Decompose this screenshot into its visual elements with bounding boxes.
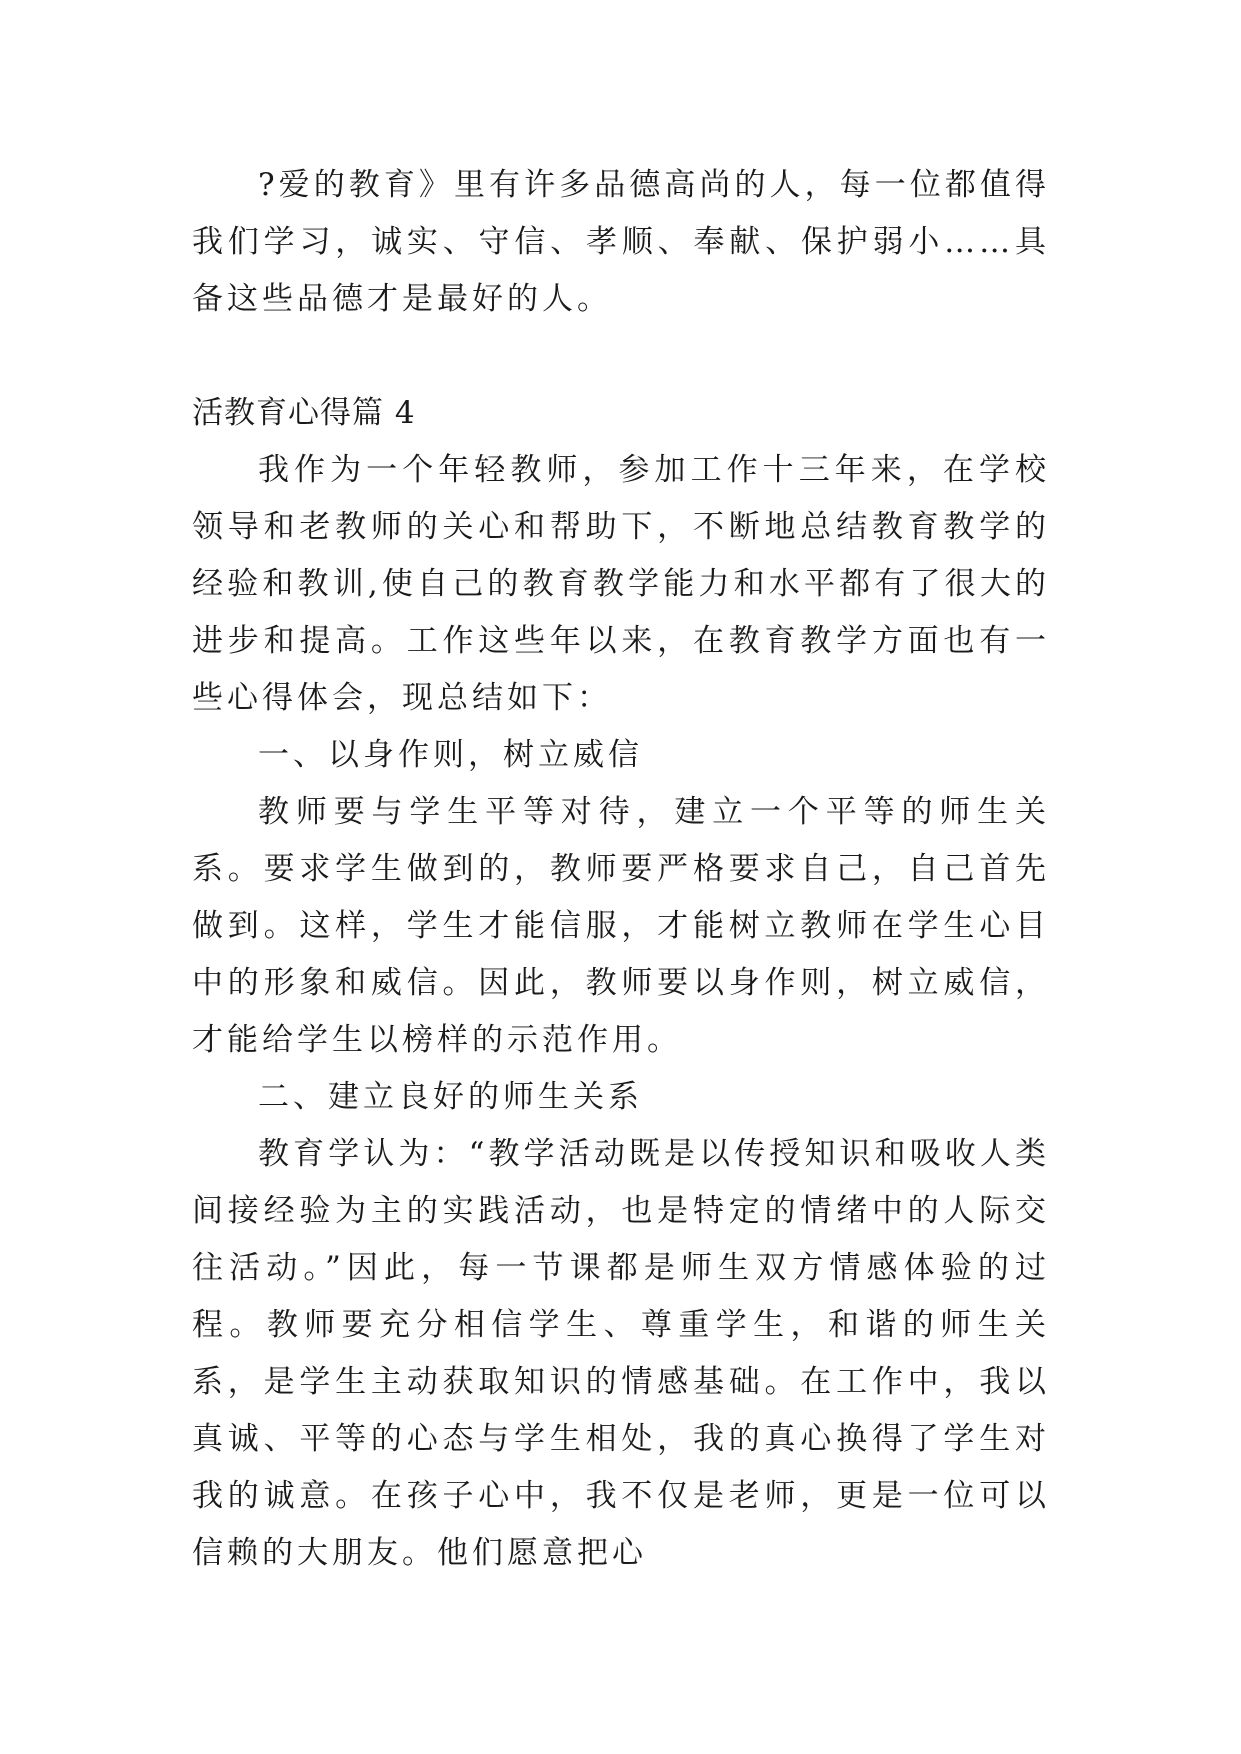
subheading-two: 二、建立良好的师生关系 xyxy=(258,1079,643,1115)
paragraph-intro: ?爱的教育》里有许多品德高尚的人，每一位都值得我们学习，诚实、守信、孝顺、奉献、保护弱小……具备这些品德才是最好的人。 xyxy=(192,167,1050,317)
paragraph-gap xyxy=(192,328,1050,385)
subheading-one: 一、以身作则，树立威信 xyxy=(258,737,643,773)
paragraph-lead-by-example: 教师要与学生平等对待，建立一个平等的师生关系。要求学生做到的，教师要严格要求自己，自己首先做到。这样，学生才能信服，才能树立教师在学生心目中的形象和威信。因此，教师要以身作则，树立威信，才能给学生以榜样的示范作用。 xyxy=(192,794,1050,1058)
paragraph-teacher-student-relationship: 教育学认为：“教学活动既是以传授知识和吸收人类间接经验为主的实践活动，也是特定的情绪中的人际交往活动。”因此，每一节课都是师生双方情感体验的过程。教师要充分相信学生、尊重学生，和谐的师生关系，是学生主动获取知识的情感基础。在工作中，我以真诚、平等的心态与学生相处，我的真心换得了学生对我的诚意。在孩子心中，我不仅是老师，更是一位可以信赖的大朋友。他们愿意把心 xyxy=(192,1136,1050,1571)
section-title: 活教育心得篇 4 xyxy=(192,395,416,431)
document-body xyxy=(192,157,1050,1582)
paragraph-opening: 我作为一个年轻教师，参加工作十三年来，在学校领导和老教师的关心和帮助下，不断地总结教育教学的经验和教训,使自己的教育教学能力和水平都有了很大的进步和提高。工作这些年以来，在教育教学方面也有一些心得体会，现总结如下： xyxy=(192,452,1050,716)
